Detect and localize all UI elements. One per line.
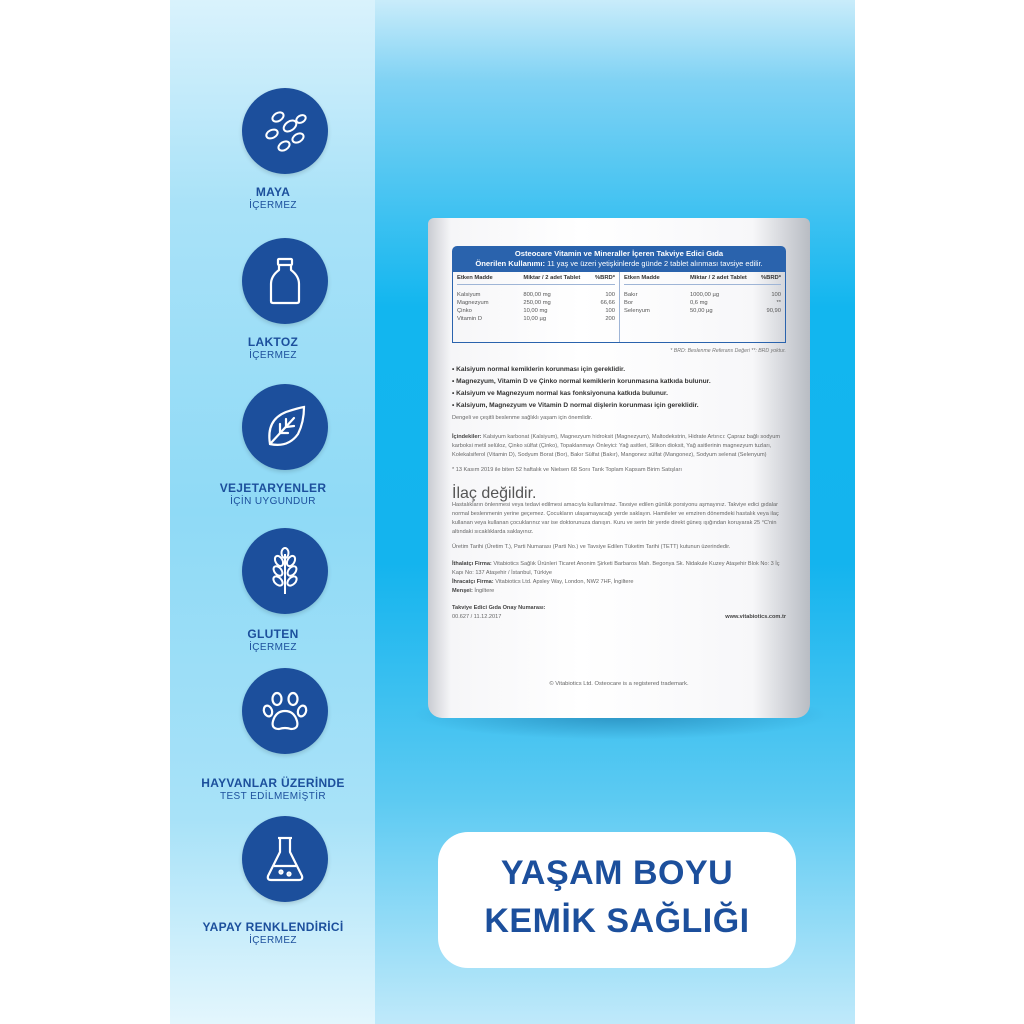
- cell: 100: [605, 292, 615, 298]
- trademark-notice: © Vitabiotics Ltd. Osteocare is a registered trademark.: [549, 681, 689, 687]
- table-footnote: * BRD: Beslenme Referans Değeri **: BRD yoktur.: [670, 348, 786, 354]
- feature-subtitle: TEST EDİLMEMİŞTİR: [219, 791, 327, 802]
- list-item: • Kalsiyum normal kemiklerin korunması için gereklidir.: [452, 366, 786, 373]
- feature-title: LAKTOZ: [247, 335, 299, 349]
- milk-bottle-icon-circle: [242, 238, 328, 324]
- table-row: [624, 307, 781, 315]
- header-ingredient: Etken Madde: [624, 275, 660, 281]
- cell: 250,00 mg: [523, 300, 551, 306]
- origin-text: İngiltere: [474, 588, 495, 594]
- table-header: [624, 272, 781, 285]
- feature-title: YAPAY RENKLENDİRİCİ: [202, 920, 344, 934]
- cell: 1000,00 µg: [689, 292, 720, 298]
- cell: 90,90: [766, 308, 781, 314]
- importer-label: İthalatçı Firma:: [452, 561, 492, 567]
- exporter: [452, 578, 786, 587]
- nutrient-table-left: [453, 272, 619, 342]
- diet-note: Dengeli ve çeşitli beslenme sağlıklı yaşam için önemlidir.: [452, 415, 593, 421]
- table-row: [457, 291, 615, 299]
- right-white-margin: [855, 0, 1024, 1024]
- nutrient-table-right: [619, 272, 785, 342]
- flask-icon: [260, 834, 310, 884]
- approval-label: Takviye Edici Gıda Onay Numarası:: [452, 605, 546, 611]
- yeast-icon-circle: [242, 88, 328, 174]
- feature-title: VEJETARYENLER: [219, 481, 327, 495]
- not-medicine-title: İlaç değildir.: [452, 485, 537, 502]
- cell: 66,66: [600, 300, 615, 306]
- exporter-label: İhracatçı Firma:: [452, 579, 494, 585]
- not-medicine-text: Hastalıkların önlenmesi veya tedavi edilmesi amacıyla kullanılmaz. Tavsiye edilen günlük porsiyonu aşmayınız. Takviye edici gıdalar normal beslenmenin yerine geçemez. Çocukların ulaşamayacağı yerde saklayın. Hamileler ve emziren dönemdeki hastalık veya ilaç kullanan veya kullanan çocuklarınız var ise doktorunuza danışın. Kuru ve serin bir yerde direkt güneş ışığından koruyarak 25 °C'nin altındaki sıcaklıklarda saklayınız.: [452, 502, 779, 535]
- leaf-icon-circle: [242, 384, 328, 470]
- ingredients: [452, 433, 786, 460]
- supplement-panel-header: [452, 246, 786, 272]
- table-row: [457, 299, 615, 307]
- usage-label: Önerilen Kullanımı:: [475, 259, 545, 268]
- wheat-icon-circle: [242, 528, 328, 614]
- nutrient-table: [452, 272, 786, 343]
- health-claims-list: [452, 366, 786, 409]
- list-item: • Kalsiyum ve Magnezyum normal kas fonksiyonuna katkıda bulunur.: [452, 390, 786, 397]
- importer-text: Vitabiotics Sağlık Ürünleri Ticaret Anonim Şirketi Barbaros Mah. Begonya Sk. Nidakule Kuzey Ataşehir Blok No: 3 İç Kapı No: 137 Ataşehir / İstanbul, Türkiye: [452, 561, 780, 576]
- exporter-text: Vitabiotics Ltd. Apsley Way, London, NW2 7HF, İngiltere: [495, 579, 634, 585]
- header-nrv: %BRD*: [595, 275, 615, 281]
- usage-text: 11 yaş ve üzeri yetişkinlerde günde 2 tablet alınması tavsiye edilir.: [547, 259, 763, 268]
- header-ingredient: Etken Madde: [457, 275, 493, 281]
- header-nrv: %BRD*: [761, 275, 781, 281]
- cell: 200: [605, 316, 615, 322]
- box-label: [452, 246, 786, 622]
- list-item: • Magnezyum, Vitamin D ve Çinko normal kemiklerin korunmasına katkıda bulunur.: [452, 378, 786, 385]
- paw-icon: [260, 686, 310, 736]
- leaf-icon: [260, 402, 310, 452]
- feature-list: [170, 0, 375, 1024]
- panel-title: Osteocare Vitamin ve Mineraller İçeren Takviye Edici Gıda: [514, 249, 724, 258]
- table-row: [624, 291, 781, 299]
- cell: Çinko: [457, 308, 472, 314]
- feature-subtitle: İÇERMEZ: [249, 200, 297, 211]
- website-link[interactable]: www.vitabiotics.com.tr: [725, 614, 786, 620]
- cell: Magnezyum: [457, 300, 489, 306]
- tagline-card: [438, 832, 796, 968]
- cell: Vitamin D: [457, 316, 483, 322]
- table-header: [457, 272, 615, 285]
- list-item: • Kalsiyum, Magnezyum ve Vitamin D normal dişlerin korunması için gereklidir.: [452, 402, 786, 409]
- header-amount: Miktar / 2 adet Tablet: [689, 275, 747, 281]
- table-row: [457, 315, 615, 323]
- cell: Kalsiyum: [457, 292, 481, 298]
- feature-subtitle: İÇİN UYGUNDUR: [230, 496, 316, 507]
- importer: [452, 560, 786, 578]
- table-row: [457, 307, 615, 315]
- approval-number: 00.627 / 11.12.2017: [452, 614, 502, 620]
- cell: Bor: [624, 300, 634, 306]
- date-note: * 13 Kasım 2019 ile biten 52 haftalık ve Nielsen 68 Sorıı Tarık Toplam Kapsam Birim Satışları: [452, 467, 682, 473]
- cell: 100: [605, 308, 615, 314]
- cell: **: [776, 300, 781, 306]
- approval: [452, 604, 545, 622]
- cell: 10,00 µg: [523, 316, 547, 322]
- production-note: Üretim Tarihi (Üretim T.), Parti Numarası (Parti No.) ve Tavsiye Edilen Tüketim Tarihi (TETT) kutunun üzerindedir.: [452, 544, 731, 550]
- wheat-icon: [260, 546, 310, 596]
- cell: 0,6 mg: [689, 300, 708, 306]
- tagline-line-2: KEMİK SAĞLIĞI: [484, 902, 750, 940]
- paw-icon-circle: [242, 668, 328, 754]
- origin: [452, 587, 786, 596]
- feature-title: MAYA: [255, 185, 291, 199]
- cell: 10,00 mg: [523, 308, 548, 314]
- feature-title: GLUTEN: [247, 627, 299, 641]
- cell: 100: [771, 292, 781, 298]
- origin-label: Menşei:: [452, 588, 473, 594]
- yeast-icon: [260, 106, 310, 156]
- approval-row: [452, 604, 786, 622]
- tagline-line-1: YAŞAM BOYU: [500, 854, 734, 892]
- header-amount: Miktar / 2 adet Tablet: [523, 275, 581, 281]
- cell: 50,00 µg: [689, 308, 713, 314]
- ingredients-label: İçindekiler:: [452, 434, 482, 440]
- feature-title: HAYVANLAR ÜZERİNDE: [201, 776, 345, 790]
- feature-subtitle: İÇERMEZ: [249, 350, 297, 361]
- feature-subtitle: İÇERMEZ: [249, 642, 297, 653]
- cell: Bakır: [624, 292, 638, 298]
- table-row: [624, 299, 781, 307]
- milk-bottle-icon: [260, 256, 310, 306]
- flask-icon-circle: [242, 816, 328, 902]
- cell: 800,00 mg: [523, 292, 551, 298]
- ingredients-text: Kalsiyum karbonat (Kalsiyum), Magnezyum hidroksit (Magnezyum), Maltodekstrin, Hidrate Artırıcı: Çapraz bağlı sodyum karboksi metil selüloz, Çinko sülfat (Çinko), Topaklanmayı Önleyici: Yağ asitleri, Silikon dioksit, Yağ asitlerinin magnezyum tuzları, Kolekalsiferol (Vitamin D), Sodyum Borat (Bor), Bakır Sülfat (Bakır), Mangonez sülfat (Mangonez), Sodyum selenat (Selenyum): [452, 434, 780, 458]
- cell: Selenyum: [624, 308, 650, 314]
- product-box-back: [428, 218, 810, 718]
- feature-subtitle: İÇERMEZ: [249, 935, 297, 946]
- left-white-margin: [0, 0, 170, 1024]
